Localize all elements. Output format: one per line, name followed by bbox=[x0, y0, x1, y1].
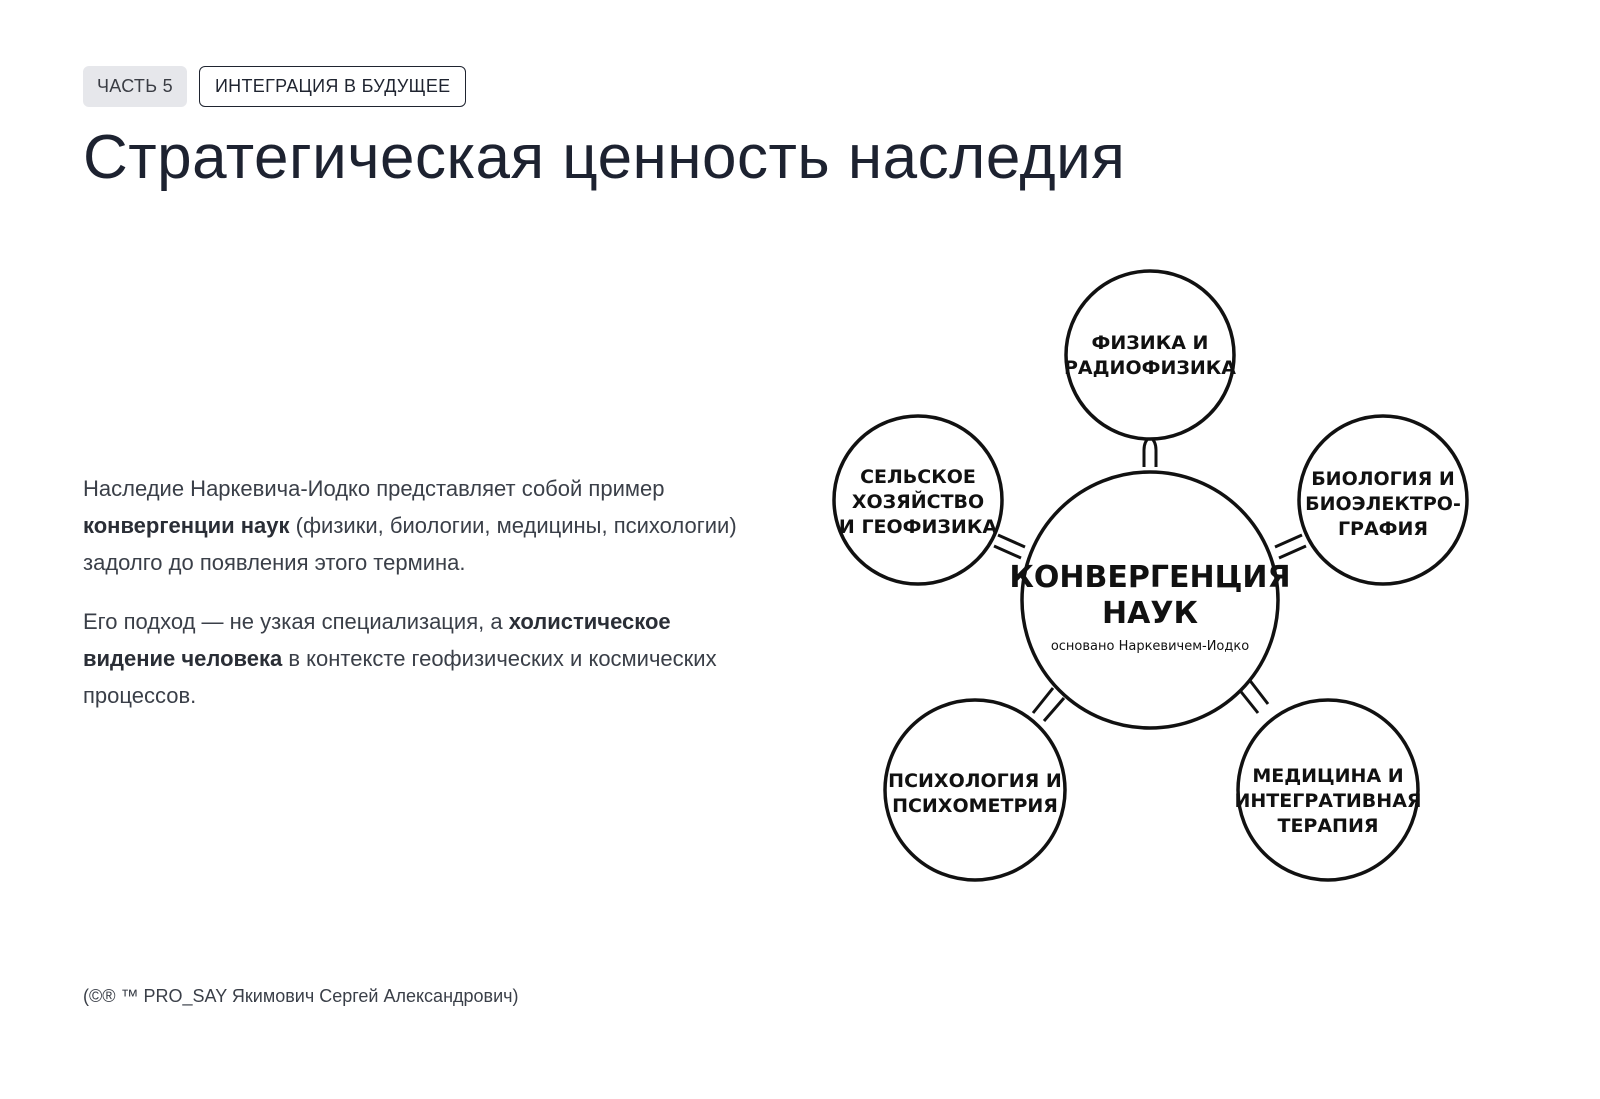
paragraph-1-emphasis: конвергенции наук bbox=[83, 513, 290, 538]
center-title-line-1: КОНВЕРГЕНЦИЯ bbox=[1009, 560, 1291, 595]
connector-right bbox=[1275, 535, 1306, 558]
node-bottom-left-line-1: ПСИХОЛОГИЯ И bbox=[888, 770, 1062, 792]
paragraph-2 bbox=[83, 603, 743, 714]
paragraph-2-emphasis: холистическое видение человека bbox=[83, 609, 671, 671]
connector-bottom-left bbox=[1033, 688, 1064, 721]
center-title-line-2: НАУК bbox=[1102, 596, 1198, 631]
node-left-line-2: ХОЗЯЙСТВО bbox=[851, 491, 985, 513]
node-bottom-left-line-2: ПСИХОМЕТРИЯ bbox=[892, 795, 1058, 817]
node-top-circle bbox=[1066, 271, 1234, 439]
paragraph-2-text-a: Его подход — не узкая специализация, а bbox=[83, 609, 509, 634]
node-top-line-2: РАДИОФИЗИКА bbox=[1064, 357, 1236, 379]
paragraph-1 bbox=[83, 470, 743, 581]
convergence-diagram bbox=[820, 255, 1500, 905]
copyright-footer: (©® ™ PRO_SAY Якимович Сергей Александрович) bbox=[83, 986, 519, 1006]
header-badges bbox=[83, 66, 466, 107]
part-badge: ЧАСТЬ 5 bbox=[83, 66, 187, 107]
topic-badge: ИНТЕГРАЦИЯ В БУДУЩЕЕ bbox=[199, 66, 467, 107]
node-right-line-3: ГРАФИЯ bbox=[1337, 518, 1429, 540]
paragraph-1-text-c: (физики, биологии, медицины, психологии) задолго до появления этого термина. bbox=[83, 513, 737, 575]
node-right-line-2: БИОЭЛЕКТРО- bbox=[1305, 493, 1461, 515]
body-text bbox=[83, 470, 743, 736]
node-left-line-3: И ГЕОФИЗИКА bbox=[838, 516, 998, 538]
node-bottom-right-line-2: ИНТЕГРАТИВНАЯ bbox=[1234, 790, 1422, 812]
node-bottom-right-line-3: ТЕРАПИЯ bbox=[1277, 815, 1379, 837]
page-title: Стратегическая ценность наследия bbox=[83, 123, 1126, 192]
node-top-line-1: ФИЗИКА И bbox=[1091, 332, 1209, 354]
paragraph-2-text-c: в контексте геофизических и космических процессов. bbox=[83, 646, 717, 708]
node-left-line-1: СЕЛЬСКОЕ bbox=[860, 466, 976, 488]
connector-top bbox=[1144, 437, 1156, 467]
node-bottom-right-line-1: МЕДИЦИНА И bbox=[1252, 765, 1404, 787]
convergence-diagram-svg bbox=[820, 255, 1500, 905]
node-right-line-1: БИОЛОГИЯ И bbox=[1311, 468, 1455, 490]
center-subtitle: основано Наркевичем-Иодко bbox=[1050, 639, 1250, 654]
paragraph-1-text-a: Наследие Наркевича-Иодко представляет собой пример bbox=[83, 476, 665, 501]
connector-left bbox=[994, 535, 1025, 558]
